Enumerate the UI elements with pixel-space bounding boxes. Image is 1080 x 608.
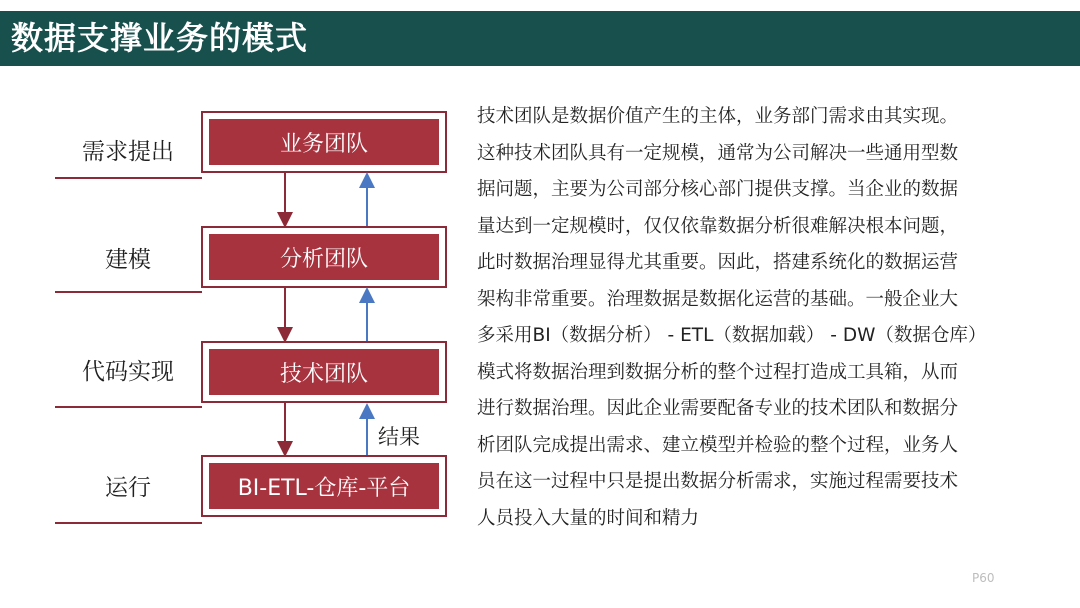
paragraph-line: 员在这一过程中只是提出数据分析需求，实施过程需要技术 bbox=[477, 471, 959, 492]
row-label-modeling: 建模 bbox=[105, 247, 151, 273]
paragraph-line: 进行数据治理。因此企业需要配备专业的技术团队和数据分 bbox=[477, 398, 959, 419]
paragraph-line: 技术团队是数据价值产生的主体，业务部门需求由其实现。 bbox=[477, 106, 959, 127]
paragraph-line: 据问题，主要为公司部分核心部门提供支撑。当企业的数据 bbox=[477, 179, 959, 200]
business-team-box: 业务团队 bbox=[209, 119, 439, 165]
description-paragraph bbox=[477, 99, 1037, 537]
page-number: P60 bbox=[972, 571, 995, 585]
result-label: 结果 bbox=[378, 425, 420, 449]
paragraph-line: 析团队完成提出需求、建立模型并检验的整个过程，业务人 bbox=[477, 434, 959, 456]
analysis-team-box: 分析团队 bbox=[209, 234, 439, 280]
platform-box: BI-ETL-仓库-平台 bbox=[209, 463, 439, 509]
page-title: 数据支撑业务的模式 bbox=[11, 19, 309, 57]
paragraph-line: 模式将数据治理到数据分析的整个过程打造成工具箱，从而 bbox=[477, 361, 959, 383]
row-label-run: 运行 bbox=[105, 475, 151, 501]
tech-team-box: 技术团队 bbox=[209, 349, 439, 395]
paragraph-line: 这种技术团队具有一定规模，通常为公司解决一些通用型数 bbox=[477, 142, 959, 164]
paragraph-line: 量达到一定规模时，仅仅依靠数据分析很难解决根本问题， bbox=[477, 215, 959, 237]
paragraph-line: 人员投入大量的时间和精力 bbox=[477, 507, 700, 529]
row-label-implementation: 代码实现 bbox=[82, 359, 174, 385]
paragraph-line: 架构非常重要。治理数据是数据化运营的基础。一般企业大 bbox=[477, 288, 959, 310]
paragraph-line: 多采用BI（数据分析） - ETL（数据加载） - DW（数据仓库） bbox=[477, 325, 987, 346]
paragraph-line: 此时数据治理显得尤其重要。因此，搭建系统化的数据运营 bbox=[477, 252, 959, 273]
flow-arrows bbox=[0, 0, 460, 608]
flow-diagram bbox=[0, 0, 460, 608]
row-label-demand: 需求提出 bbox=[82, 139, 174, 165]
